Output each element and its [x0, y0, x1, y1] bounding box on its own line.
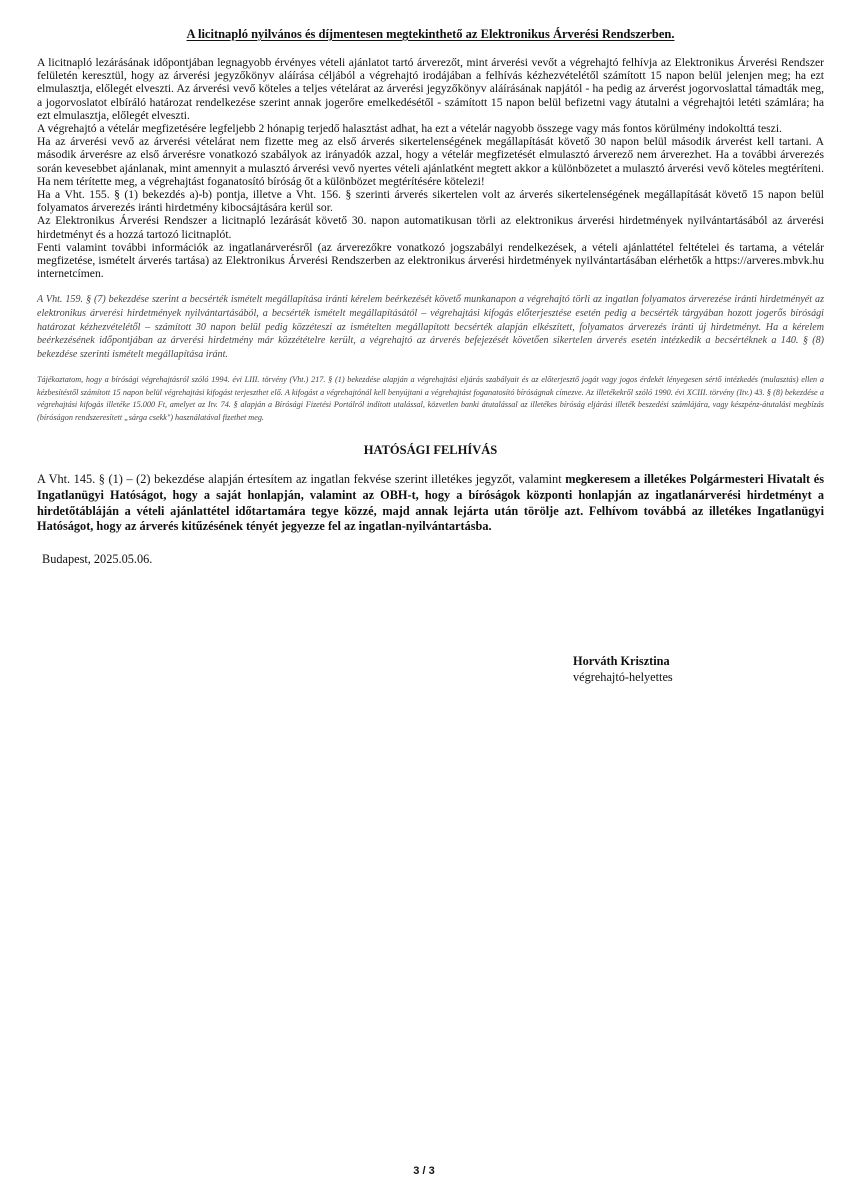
paragraph-3: Ha az árverési vevő az árverési vételárat nem fizette meg az első árverés sikertelenségének megállapítását követő 30 napon belül második árverést kell tartani. A második árverésre az első árverésre vonatkozó szabályok az irányadók azzal, hogy a vételár megfizetését elmulasztó árverező nem árverezhet. Ha a további árverezés során kevesebbet ajánlanak, mint amennyit a mulasztó árverési vevő nyertes vételi ajánlatként megtett akkor a különbözetet a mulasztó árverési vevő köteles megtéríteni. Ha nem térítette meg, a végrehajtást foganatosító bíróság őt a különbözet megtérítésére kötelezi!	[37, 135, 824, 188]
section-title: HATÓSÁGI FELHÍVÁS	[363, 443, 498, 458]
italic-note: A Vht. 159. § (7) bekezdése szerint a becsérték ismételt megállapítása iránti kérelem beérkezését követő munkanapon a végrehajtó törli az ingatlan folyamatos árverezése iránti hirdetményét az elektronikus árverési hirdetmények nyilvántartásából, a becsérték ismételt megállapításától – végrehajtási kifogás előterjesztése esetén pedig a becsérték tárgyában hozott jogerős bírósági határozat kézhezvételétől – számított 30 napon belül pedig közzéteszi az ismételten megállapított becsérték alapján elkészített, folyamatos árverezés iránti új hirdetményt. Ha a kérelem beérkezésének időpontjában az árverési hirdetmény már közzétételre került, a végrehajtó az árverés befejezését követően sikertelen árverés esetén intézkedik a becsértéknek a 140. § (8) bekezdése szerinti ismételt megállapítása iránt.	[37, 294, 824, 360]
signature-block	[573, 654, 673, 685]
paragraph-4: Ha a Vht. 155. § (1) bekezdés a)-b) pontja, illetve a Vht. 156. § szerinti árverés sikertelen volt az árverés sikertelenségének megállapítását követő 15 napon belül folyamatos árverezés iránti hirdetmény kibocsájtására kerül sor.	[37, 188, 824, 215]
authority-call-intro: A Vht. 145. § (1) – (2) bekezdése alapján értesítem az ingatlan fekvése szerint illetékes jegyzőt, valamint	[37, 472, 566, 487]
paragraph-5: Az Elektronikus Árverési Rendszer a licitnapló lezárását követő 30. napon automatikusan törli az elektronikus árverési hirdetmények nyilvántartásából az árverési hirdetményt és a hozzá tartozó licitnaplót.	[37, 214, 824, 241]
legal-remedy-note: Tájékoztatom, hogy a bírósági végrehajtásról szóló 1994. évi LIII. törvény (Vht.) 217. § (1) bekezdése alapján a végrehajtási eljárás szabályait és az előterjesztő jogát vagy jogos érdekét lényegesen sértő intézkedés (mulasztás) ellen a kézbesítéstől számított 15 napon belül végrehajtási kifogást terjeszthet elő. A kifogást a végrehajtónál kell benyújtani a végrehajtást foganatosító bíróságnak címezve. Az illetékekről szóló 1990. évi XCIII. törvény (Itv.) 43. § (8) bekezdése a végrehajtási kifogás illetéke 15.000 Ft, amelyet az Itv. 74. § alapján a Bírósági Fizetési Portálról indított utalással, közvetlen banki átutalással az illetékes bíróság eljárási illeték beszedési számlájára, vagy készpénz-átutalási megbízás (bíróságon rendszeresített „sárga csekk") használatával fizethet meg.	[37, 375, 824, 422]
paragraph-6: Fenti valamint további információk az ingatlanárverésről (az árverezőkre vonatkozó jogszabályi rendelkezések, a vételi ajánlattétel feltételei és tartama, a vételár megfizetése, ismételt árverés tartása) az Elektronikus Árverési Rendszerben az elektronikus árverési hirdetmények nyilvántartásában elérhetők a https://arveres.mbvk.hu internetcímen.	[37, 240, 824, 281]
authority-call	[37, 472, 824, 535]
document-date: Budapest, 2025.05.06.	[42, 552, 153, 567]
paragraph-1: A licitnapló lezárásának időpontjában legnagyobb érvényes vételi ajánlatot tartó árverezőt, mint árverési vevőt a végrehajtó felhívja az Elektronikus Árverési Rendszer felületén keresztül, hogy az árverési jegyzőkönyv aláírása céljából a végrehajtó irodájában a felhívás kézhezvételétől számított 15 napon belül jelenjen meg; ha ezt elmulasztja, előlegét elveszti. Az árverési vevő köteles a teljes vételárat az árverési jegyzőkönyv aláírásának napjától - ha pedig az árverést jogorvoslattal támadták meg, a jogorvoslatot elbíráló határozat rendelkezése szerint annak jogerőre emelkedésétől - számított 15 napon belül befizetni vagy átutalni a végrehajtói letéti számlára; ha ezt elmulasztja, előlegét elveszti.	[37, 56, 824, 122]
signer-role: végrehajtó-helyettes	[573, 669, 673, 684]
document-page	[37, 26, 824, 567]
document-heading: A licitnapló nyilvános és díjmentesen megtekinthető az Elektronikus Árverési Rendszerben.	[186, 27, 675, 41]
authority-call-bold: megkeresem a illetékes Polgármesteri Hivatalt és Ingatlanügyi Hatóságot, hogy a saját honlapján, valamint az OBH-t, hogy a bíróságok központi honlapján az ingatlanárverési hirdetményt a hirdetőtábláján a vételi ajánlattétel időtartamára tegye közzé, majd annak lejárta után törölje azt. Felhívom továbbá az illetékes Ingatlanügyi Hatóságot, hogy az árverés kitűzésének tényét jegyezze fel az ingatlan-nyilvántartásba.	[37, 472, 824, 534]
main-body	[37, 56, 824, 280]
page-number: 3 / 3	[413, 1165, 435, 1177]
paragraph-2: A végrehajtó a vételár megfizetésére legfeljebb 2 hónapig terjedő halasztást adhat, ha ezt a vételár nagyobb összege vagy más fontos körülmény indokolttá teszi.	[37, 122, 782, 136]
signer-name: Horváth Krisztina	[573, 654, 670, 668]
